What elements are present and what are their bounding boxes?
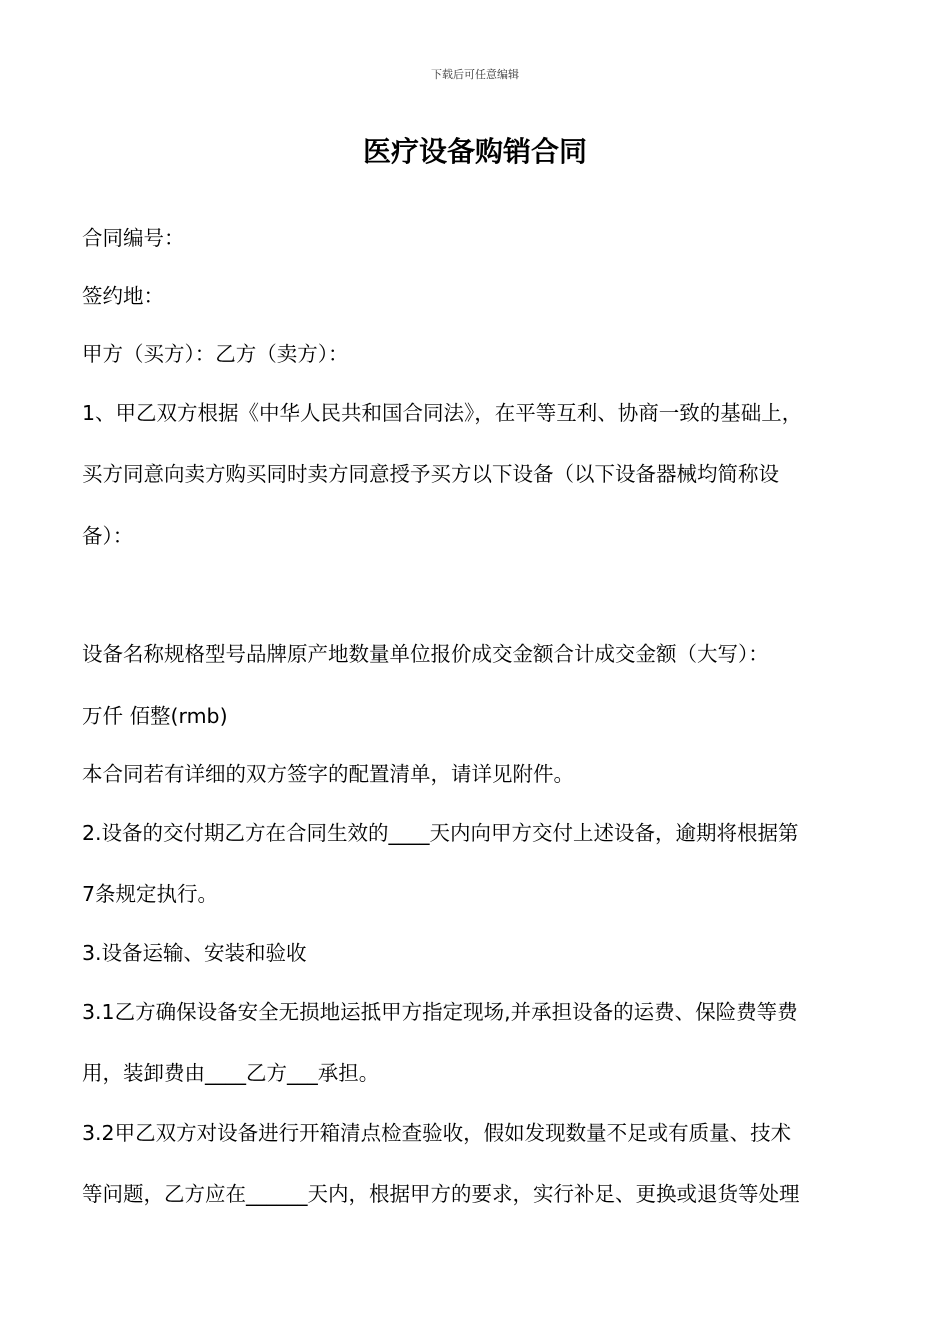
equipment-table-header: 设备名称规格型号品牌原产地数量单位报价成交金额合计成交金额（大写）： (82, 642, 769, 666)
clause-3-2-line-1: 3.2甲乙双方对设备进行开箱清点检查验收，假如发现数量不足或有质量、技术 (82, 1121, 792, 1145)
clause-2-line-2: 7条规定执行。 (82, 882, 219, 906)
clause-1-line-3: 备）： (82, 524, 134, 548)
document-title: 医疗设备购销合同 (362, 135, 587, 168)
amount-in-words-line: 万仟 佰整(rmb) (82, 704, 228, 728)
clause-3-1-line-1: 3.1乙方确保设备安全无损地运抵甲方指定现场,并承担设备的运费、保险费等费 (82, 1000, 798, 1024)
clause-3-heading: 3.设备运输、安装和验收 (82, 941, 307, 965)
clause-1-line-2: 买方同意向卖方购买同时卖方同意授予买方以下设备（以下设备器械均简称设 (82, 462, 779, 486)
contract-number-line: 合同编号： (82, 226, 185, 250)
signing-place-line: 签约地： (82, 284, 164, 308)
clause-3-2-line-2: 等问题，乙方应在______天内，根据甲方的要求，实行补足、更换或退货等处理 (82, 1182, 800, 1206)
clause-2-line-1: 2.设备的交付期乙方在合同生效的____天内向甲方交付上述设备，逾期将根据第 (82, 821, 799, 845)
parties-line: 甲方（买方）：乙方（卖方）： (82, 342, 349, 366)
clause-1-line-1: 1、甲乙双方根据《中华人民共和国合同法》，在平等互利、协商一致的基础上， (82, 401, 803, 425)
header-note: 下载后可任意编辑 (431, 68, 519, 81)
clause-3-1-line-2: 用，装卸费由____乙方___承担。 (82, 1061, 380, 1085)
attachment-note-line: 本合同若有详细的双方签字的配置清单，请详见附件。 (82, 762, 574, 786)
